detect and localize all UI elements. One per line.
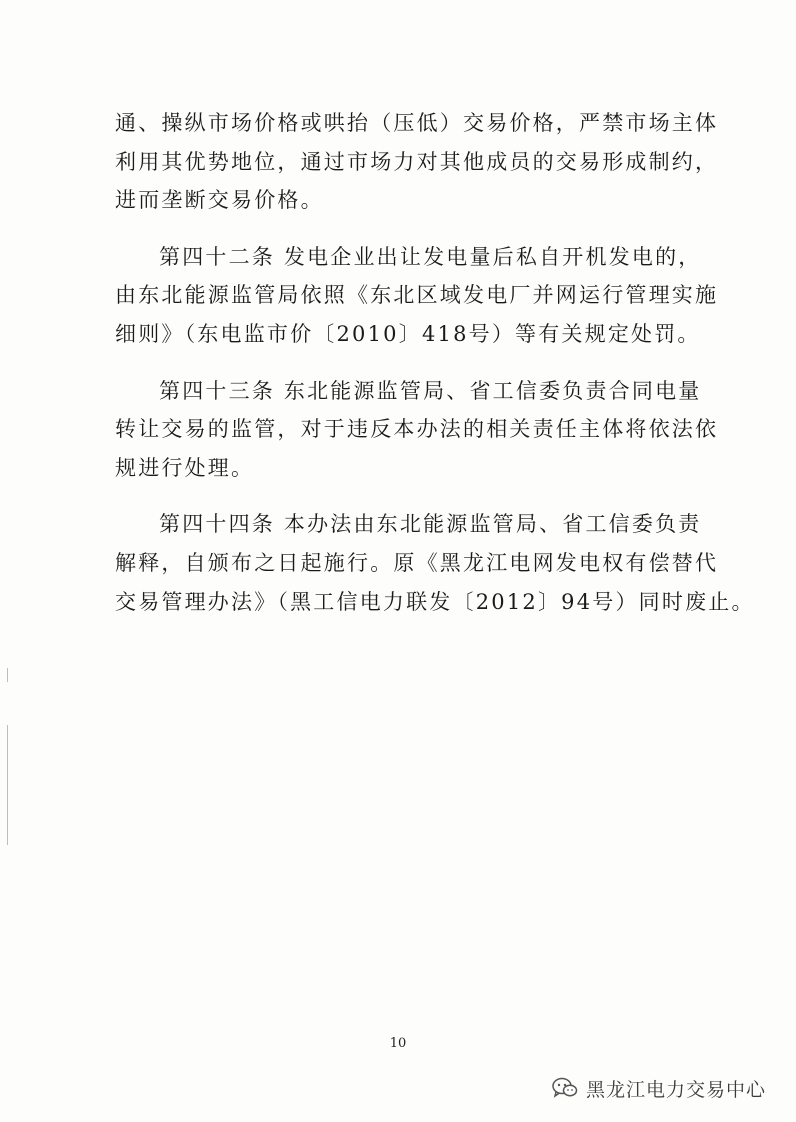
text-line: 通、操纵市场价格或哄抬（压低）交易价格，严禁市场主体 xyxy=(115,111,719,135)
body-text xyxy=(115,104,755,621)
article-43-line: 转让交易的监管，对于违反本办法的相关责任主体将依法依 xyxy=(115,417,719,442)
article-42-line: 由东北能源监管局依照《东北区域发电厂并网运行管理实施 xyxy=(115,283,719,308)
article-43-line: 第四十三条 东北能源监管局、省工信委负责合同电量 xyxy=(159,378,702,403)
article-42-line: 第四十二条 发电企业出让发电量后私自开机发电的， xyxy=(159,244,702,269)
scan-edge-mark xyxy=(7,725,8,845)
article-42-line: 细则》（东电监市价〔2010〕418号）等有关规定处罚。 xyxy=(115,321,701,346)
account-watermark xyxy=(552,1074,766,1102)
article-44-line: 第四十四条 本办法由东北能源监管局、省工信委负责 xyxy=(159,512,702,537)
text-line: 进而垄断交易价格。 xyxy=(115,188,324,213)
text-line: 利用其优势地位，通过市场力对其他成员的交易形成制约， xyxy=(115,149,719,174)
article-44-line: 解释，自颁布之日起施行。原《黑龙江电网发电权有偿替代 xyxy=(115,550,719,575)
scan-edge-mark xyxy=(7,668,8,682)
wechat-icon xyxy=(552,1077,578,1099)
article-43-line: 规进行处理。 xyxy=(115,455,255,480)
page-number: 10 xyxy=(389,1036,407,1051)
watermark-text: 黑龙江电力交易中心 xyxy=(585,1078,766,1101)
article-44-line: 交易管理办法》（黑工信电力联发〔2012〕94号）同时废止。 xyxy=(115,589,755,614)
